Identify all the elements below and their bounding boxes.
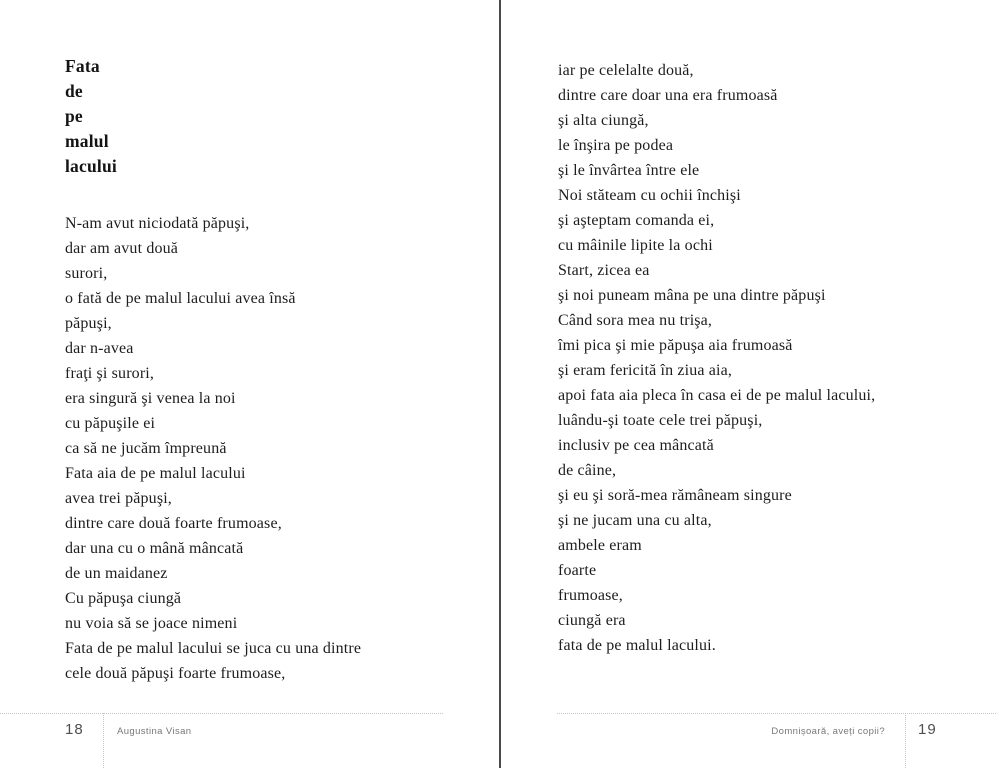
poem-line: ciungă era (558, 612, 626, 629)
footer-rule-right (557, 713, 996, 714)
poem-line: dar una cu o mână mâncată (65, 540, 244, 557)
poem-line: şi alta ciungă, (558, 112, 649, 129)
poem-line: şi noi puneam mâna pe una dintre păpuşi (558, 287, 826, 304)
poem-line: Noi stăteam cu ochii închişi (558, 187, 741, 204)
poem-line: iar pe celelalte două, (558, 62, 694, 79)
page-gutter-divider (499, 0, 501, 768)
page-right (558, 58, 988, 658)
poem-title-line: lacului (65, 156, 117, 176)
poem-body-right (558, 58, 988, 658)
poem-title-line: malul (65, 131, 109, 151)
poem-line: dintre care două foarte frumoase, (65, 515, 282, 532)
poem-title (65, 54, 457, 179)
footer-author: Augustina Visan (117, 726, 192, 737)
poem-line: Cu păpuşa ciungă (65, 590, 182, 607)
poem-body-left (65, 211, 457, 686)
poem-line: apoi fata aia pleca în casa ei de pe malul lacului, (558, 387, 876, 404)
poem-line: ambele eram (558, 537, 642, 554)
poem-line: N-am avut niciodată păpuşi, (65, 215, 250, 232)
page-number-right: 19 (918, 721, 937, 738)
poem-line: şi ne jucam una cu alta, (558, 512, 712, 529)
footer-divider-right (905, 713, 906, 768)
poem-line: cu păpuşile ei (65, 415, 156, 432)
poem-line: şi eram fericită în ziua aia, (558, 362, 733, 379)
poem-line: Când sora mea nu trişa, (558, 312, 713, 329)
poem-line: foarte (558, 562, 597, 579)
poem-line: dar n-avea (65, 340, 134, 357)
poem-line: Fata aia de pe malul lacului (65, 465, 246, 482)
footer-rule-left (0, 713, 443, 714)
poem-line: o fată de pe malul lacului avea însă (65, 290, 296, 307)
poem-line: păpuşi, (65, 315, 112, 332)
page-number-left: 18 (65, 721, 84, 738)
poem-line: nu voia să se joace nimeni (65, 615, 238, 632)
footer-book-title: Domnișoară, aveți copii? (771, 726, 885, 737)
poem-title-line: Fata (65, 56, 100, 76)
poem-line: Start, zicea ea (558, 262, 650, 279)
poem-line: cele două păpuşi foarte frumoase, (65, 665, 286, 682)
poem-line: şi eu şi soră-mea rămâneam singure (558, 487, 792, 504)
poem-line: surori, (65, 265, 108, 282)
poem-line: cu mâinile lipite la ochi (558, 237, 713, 254)
poem-line: şi le învârtea între ele (558, 162, 700, 179)
poem-line: ca să ne jucăm împreună (65, 440, 227, 457)
poem-line: era singură şi venea la noi (65, 390, 236, 407)
poem-line: le înşira pe podea (558, 137, 674, 154)
poem-line: inclusiv pe cea mâncată (558, 437, 714, 454)
poem-line: şi aşteptam comanda ei, (558, 212, 715, 229)
poem-line: îmi pica şi mie păpuşa aia frumoasă (558, 337, 793, 354)
footer-divider-left (103, 713, 104, 768)
poem-line: fraţi şi surori, (65, 365, 155, 382)
poem-line: fata de pe malul lacului. (558, 637, 716, 654)
poem-line: dintre care doar una era frumoasă (558, 87, 778, 104)
page-left (65, 54, 457, 686)
poem-line: de un maidanez (65, 565, 168, 582)
poem-title-line: pe (65, 106, 83, 126)
poem-line: avea trei păpuşi, (65, 490, 172, 507)
poem-line: luându-şi toate cele trei păpuşi, (558, 412, 763, 429)
poem-line: Fata de pe malul lacului se juca cu una dintre (65, 640, 362, 657)
poem-line: de câine, (558, 462, 617, 479)
poem-title-line: de (65, 81, 83, 101)
poem-line: dar am avut două (65, 240, 179, 257)
poem-line: frumoase, (558, 587, 623, 604)
